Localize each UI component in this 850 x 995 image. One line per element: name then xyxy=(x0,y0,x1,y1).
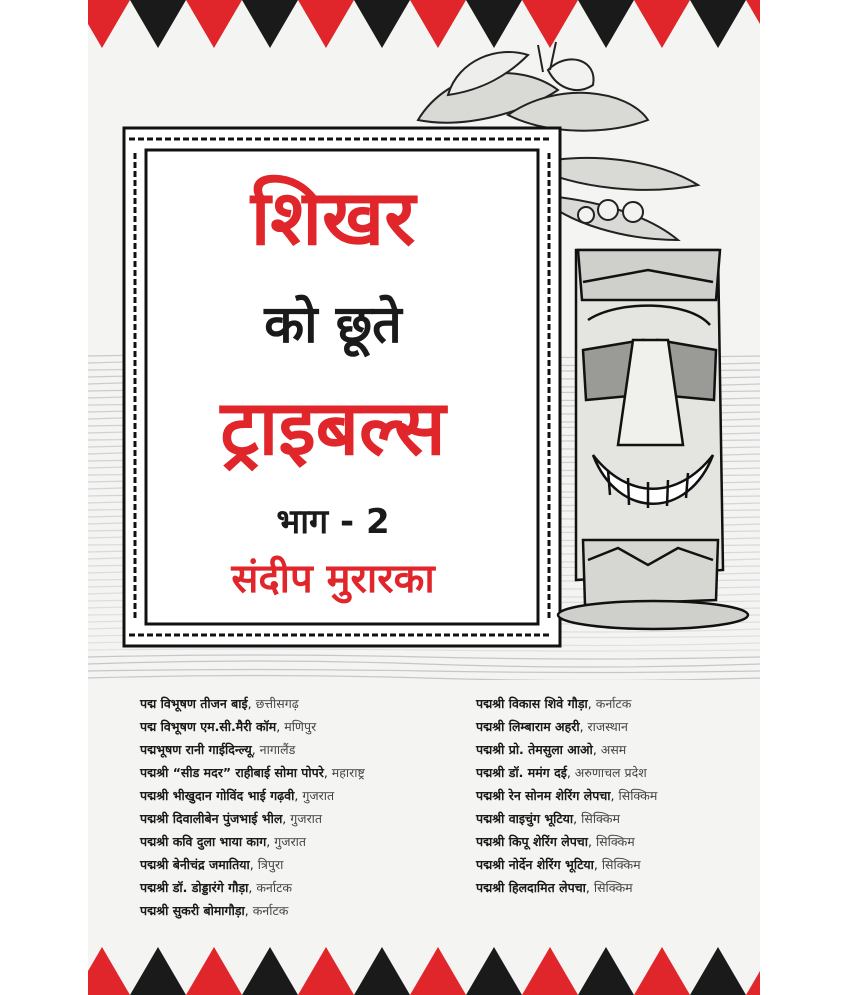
list-item: पद्मश्री “सीड मदर” राहीबाई सोमा पोपरे, महाराष्ट्र xyxy=(140,765,365,780)
cover-page xyxy=(88,0,760,995)
honoree-name: पद्मश्री डॉ. ममंग दई xyxy=(476,765,567,780)
honoree-state: महाराष्ट्र xyxy=(331,765,365,780)
list-item: पद्मश्री डॉ. डोड्डारंगे गौड़ा, कर्नाटक xyxy=(140,880,293,895)
title-line-2: को छूते xyxy=(264,295,402,355)
honoree-name: पद्मश्री किपू शेरिंग लेपचा xyxy=(476,834,588,849)
title-line-1: शिखर xyxy=(250,173,416,262)
list-item: पद्मश्री प्रो. तेमसुला आओ, असम xyxy=(476,742,627,757)
band-triangle xyxy=(242,947,298,995)
list-item: पद्मश्री हिलदामित लेपचा, सिक्किम xyxy=(476,880,633,895)
honoree-state: राजस्थान xyxy=(587,719,628,734)
honoree-state: त्रिपुरा xyxy=(257,857,284,872)
honoree-state: सिक्किम xyxy=(595,834,635,849)
list-item: पद्म विभूषण तीजन बाई, छत्तीसगढ़ xyxy=(140,696,299,711)
bottom-triangle-band xyxy=(88,945,760,995)
honoree-state: कर्नाटक xyxy=(252,903,289,918)
list-item: पद्मश्री वाइचुंग भूटिया, सिक्किम xyxy=(476,811,620,826)
honoree-name: पद्म विभूषण एम.सी.मैरी कॉम xyxy=(140,719,277,734)
honoree-state: गुजरात xyxy=(302,788,335,803)
band-triangle xyxy=(298,947,354,995)
honoree-name: पद्मश्री डॉ. डोड्डारंगे गौड़ा xyxy=(140,880,249,895)
honoree-name: पद्मश्री कवि दुला भाया काग xyxy=(140,834,267,849)
honoree-state: गुजरात xyxy=(290,811,323,826)
list-item: पद्म विभूषण एम.सी.मैरी कॉम, मणिपुर xyxy=(140,719,317,734)
honoree-list-right xyxy=(476,692,756,899)
band-triangle xyxy=(130,947,186,995)
honoree-name: पद्मश्री भीखुदान गोविंद भाई गढ़वी xyxy=(140,788,295,803)
honoree-name: पद्मश्री नोर्देन शेरिंग भूटिया xyxy=(476,857,594,872)
list-item: पद्मश्री लिम्बाराम अहरी, राजस्थान xyxy=(476,719,628,734)
honoree-list-left xyxy=(140,692,470,922)
list-item: पद्मश्री विकास शिवे गौड़ा, कर्नाटक xyxy=(476,696,632,711)
honoree-state: सिक्किम xyxy=(581,811,620,826)
honoree-name: पद्म विभूषण तीजन बाई xyxy=(140,696,248,711)
part-label: भाग - 2 xyxy=(276,502,390,542)
honoree-state: मणिपुर xyxy=(284,719,317,734)
list-item: पद्मश्री बेनीचंद्र जमातिया, त्रिपुरा xyxy=(140,857,284,872)
honoree-name: पद्मश्री हिलदामित लेपचा xyxy=(476,880,586,895)
honoree-name: पद्मश्री “सीड मदर” राहीबाई सोमा पोपरे xyxy=(140,765,324,780)
honoree-name: पद्मश्री बेनीचंद्र जमातिया xyxy=(140,857,250,872)
honoree-name: पद्मश्री दिवालीबेन पुंजभाई भील xyxy=(140,811,283,826)
list-item: पद्मश्री सुकरी बोमागौड़ा, कर्नाटक xyxy=(140,903,289,918)
band-triangle xyxy=(634,947,690,995)
author-name: संदीप मुरारका xyxy=(231,556,435,602)
band-triangle xyxy=(578,947,634,995)
honoree-name: पद्मश्री विकास शिवे गौड़ा xyxy=(476,696,588,711)
honoree-state: सिक्किम xyxy=(618,788,658,803)
honoree-name: पद्मश्री लिम्बाराम अहरी xyxy=(476,719,580,734)
band-triangle xyxy=(522,947,578,995)
band-triangle xyxy=(186,947,242,995)
title-line-3: ट्राइबल्स xyxy=(220,383,446,472)
honoree-state: छत्तीसगढ़ xyxy=(255,696,299,711)
band-triangle xyxy=(88,947,130,995)
band-triangle xyxy=(690,947,746,995)
list-item: पद्मश्री दिवालीबेन पुंजभाई भील, गुजरात xyxy=(140,811,323,826)
honoree-name: पद्मश्री रेन सोनम शेरिंग लेपचा xyxy=(476,788,611,803)
honoree-state: कर्नाटक xyxy=(256,880,293,895)
band-triangle xyxy=(354,947,410,995)
honoree-name: पद्मश्री सुकरी बोमागौड़ा xyxy=(140,903,245,918)
list-item: पद्मश्री कवि दुला भाया काग, गुजरात xyxy=(140,834,307,849)
list-item: पद्मश्री रेन सोनम शेरिंग लेपचा, सिक्किम xyxy=(476,788,658,803)
honoree-state: सिक्किम xyxy=(593,880,633,895)
honoree-name: पद्मश्री वाइचुंग भूटिया xyxy=(476,811,574,826)
band-triangle xyxy=(410,947,466,995)
honoree-name: पद्मश्री प्रो. तेमसुला आओ xyxy=(476,742,593,757)
list-item: पद्मश्री भीखुदान गोविंद भाई गढ़वी, गुजरात xyxy=(140,788,335,803)
list-item: पद्मभूषण रानी गाईदिन्ल्यू, नागालैंड xyxy=(140,742,296,757)
honoree-state: कर्नाटक xyxy=(595,696,632,711)
honoree-state: अरुणाचल प्रदेश xyxy=(574,765,647,780)
tiki-mask-icon xyxy=(558,250,748,629)
title-block xyxy=(143,150,523,630)
list-item: पद्मश्री नोर्देन शेरिंग भूटिया, सिक्किम xyxy=(476,857,641,872)
band-triangle xyxy=(746,947,760,995)
list-item: पद्मश्री किपू शेरिंग लेपचा, सिक्किम xyxy=(476,834,635,849)
list-item: पद्मश्री डॉ. ममंग दई, अरुणाचल प्रदेश xyxy=(476,765,647,780)
honoree-state: सिक्किम xyxy=(601,857,641,872)
honoree-name: पद्मभूषण रानी गाईदिन्ल्यू xyxy=(140,742,252,757)
honoree-state: गुजरात xyxy=(274,834,307,849)
band-triangle xyxy=(466,947,522,995)
honoree-state: नागालैंड xyxy=(259,742,296,757)
honoree-state: असम xyxy=(600,742,627,757)
